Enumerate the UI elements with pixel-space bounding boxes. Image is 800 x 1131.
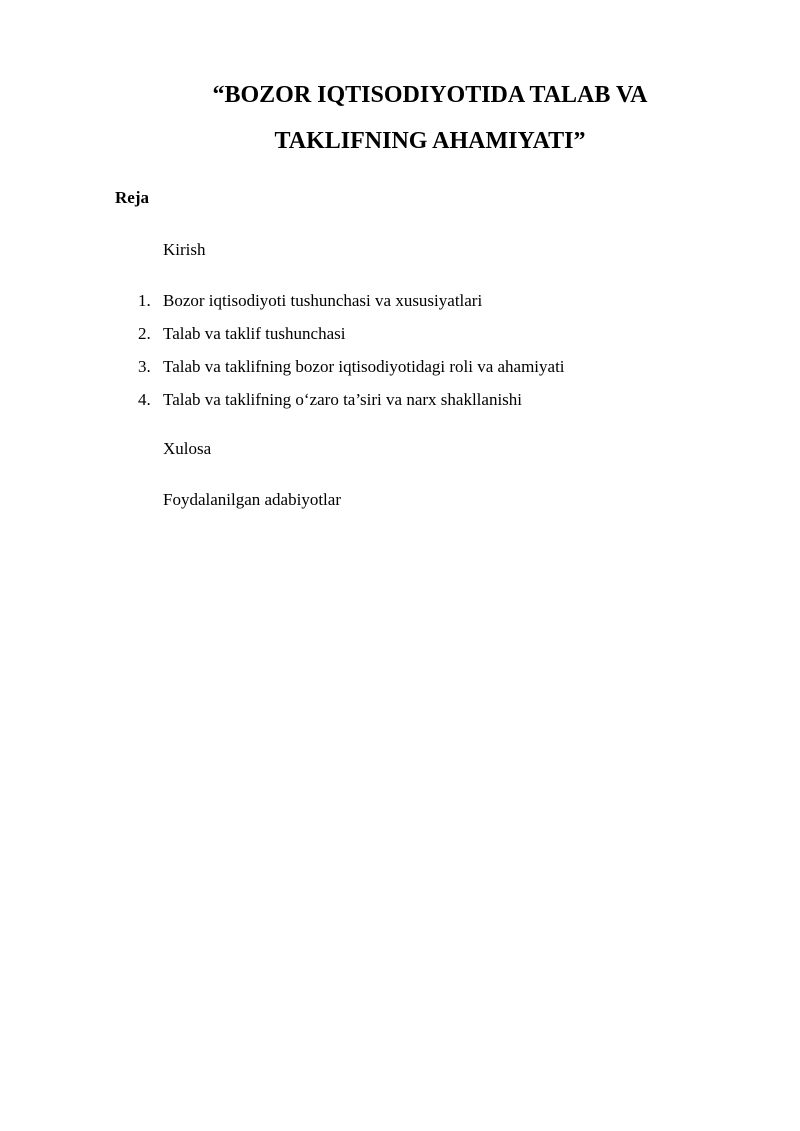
list-item-text: Talab va taklifning o‘zaro ta’siri va narx shakllanishi [163, 390, 523, 409]
list-item-text: Talab va taklif tushunchasi [163, 324, 346, 343]
intro-item: Kirish [163, 240, 206, 259]
list-item-number: 4. [138, 390, 151, 409]
document-title [100, 72, 760, 164]
list-item-text: Bozor iqtisodiyoti tushunchasi va xususiyatlari [163, 291, 483, 310]
list-item [0, 289, 800, 322]
list-item-number: 3. [138, 357, 151, 376]
references-item: Foydalanilgan adabiyotlar [163, 490, 341, 509]
list-item-number: 2. [138, 324, 151, 343]
plan-list [0, 289, 800, 421]
title-line-2: TAKLIFNING AHAMIYATI” [274, 128, 586, 154]
list-item-number: 1. [138, 291, 151, 310]
plan-heading: Reja [115, 188, 149, 207]
list-item [0, 388, 800, 421]
list-item [0, 355, 800, 388]
list-item [0, 322, 800, 355]
title-line-1: “BOZOR IQTISODIYOTIDA TALAB VA [212, 82, 648, 108]
conclusion-item: Xulosa [163, 439, 212, 458]
list-item-text: Talab va taklifning bozor iqtisodiyotidagi roli va ahamiyati [163, 357, 565, 376]
